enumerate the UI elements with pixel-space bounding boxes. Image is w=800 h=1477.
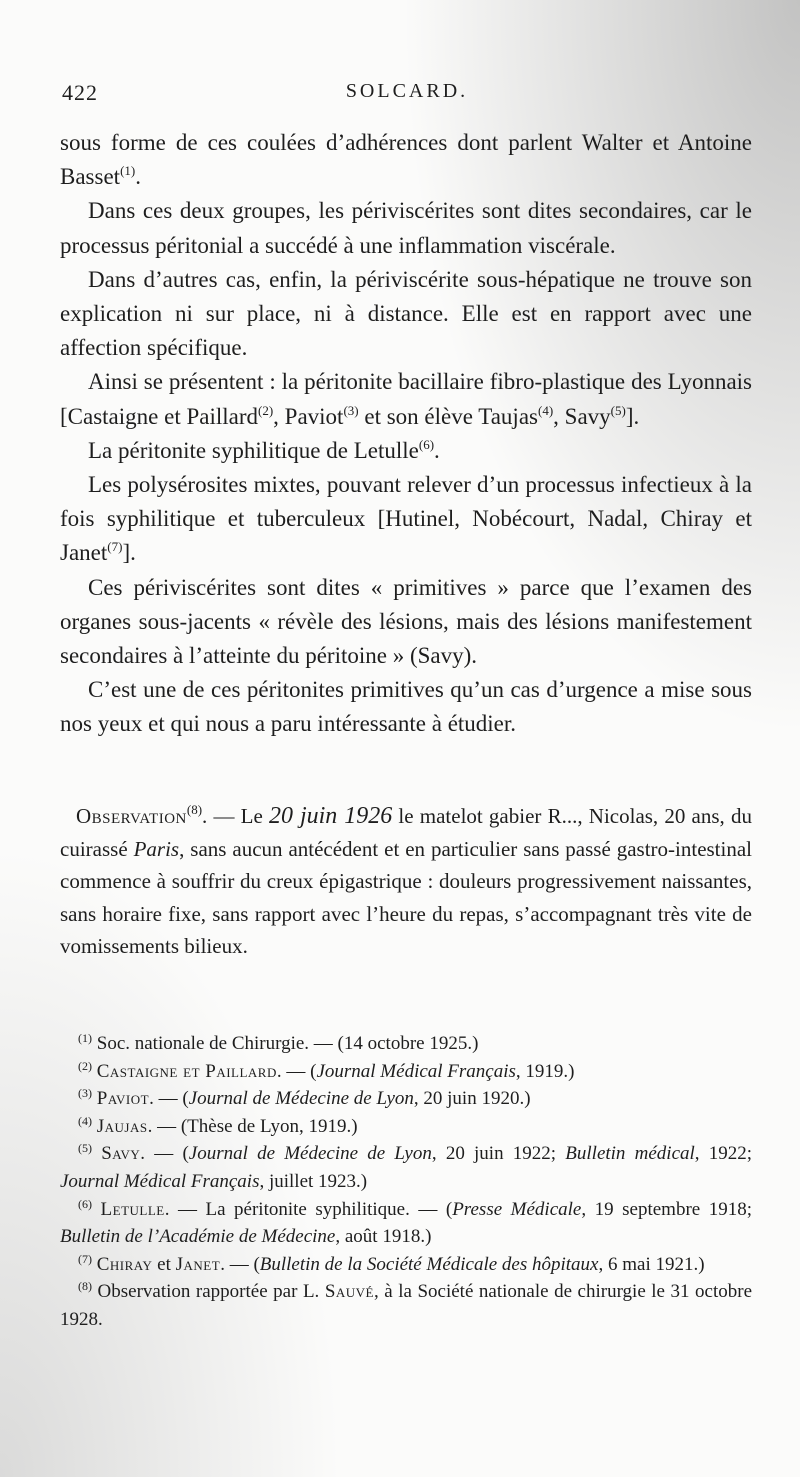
footnote-ref-3: (3) bbox=[343, 402, 359, 418]
footnote-8: $^{(8)}$ Observation rapportée par L. Sauvé, à la Société nationale de chirurgie le 31 octobre 1928. bbox=[60, 1279, 753, 1330]
ship-name: Paris bbox=[133, 836, 180, 861]
observation-block bbox=[60, 800, 752, 963]
footnote-7: $^{(7)}$ Chiray et Janet. — (Bulletin de la Société Médicale des hôpitaux, 6 mai 1921.) bbox=[78, 1251, 705, 1275]
paragraph-4: Ainsi se présentent : la péritonite bacillaire fibro-plastique des Lyonnais [Castaigne et Paillard$^{(2)}$, Paviot$^{(3)}$ et son élève Taujas$^{(4)}$, Savy$^{(5)}$]. bbox=[60, 369, 752, 429]
footnotes bbox=[60, 1030, 752, 1334]
paragraph-2: Dans ces deux groupes, les périviscérites sont dites secondaires, car le processus péritonial a succédé à une inflammation viscérale. bbox=[60, 198, 752, 258]
footnote-6: $^{(6)}$ Letulle. — La péritonite syphilitique. — (Presse Médicale, 19 septembre 1918; Bulletin de l’Académie de Médecine, août 1918.) bbox=[60, 1196, 753, 1248]
paragraph-7: Ces périviscérites sont dites « primitives » parce que l’examen des organes sous-jacents « révèle des lésions, mais des lésions manifestement secondaires à l’atteinte du péritoine » (Savy). bbox=[60, 574, 752, 669]
paragraph-1: sous forme de ces coulées d’adhérences dont parlent Walter et Antoine Basset$^{(1)}$. bbox=[60, 130, 752, 190]
paragraph-8: C’est une de ces péritonites primitives qu’un cas d’urgence a mise sous nos yeux et qui nous a paru intéressante à étudier. bbox=[60, 677, 752, 737]
footnote-ref-5: (5) bbox=[610, 402, 626, 418]
footnote-ref-6: (6) bbox=[418, 436, 435, 452]
footnote-3: $^{(3)}$ Paviot. — (Journal de Médecine de Lyon, 20 juin 1920.) bbox=[78, 1086, 531, 1110]
observation-date: 20 juin 1926 bbox=[269, 803, 393, 829]
running-title: SOLCARD. bbox=[345, 80, 469, 102]
main-text bbox=[60, 126, 752, 742]
footnote-ref-1: (1) bbox=[120, 163, 136, 179]
observation-label: Observation bbox=[76, 804, 187, 828]
footnote-ref-7: (7) bbox=[107, 539, 123, 555]
footnote-1: $^{(1)}$ Soc. nationale de Chirurgie. — (14 octobre 1925.) bbox=[78, 1031, 479, 1054]
footnote-5: $^{(5)}$ Savy. — (Journal de Médecine de Lyon, 20 juin 1922; Bulletin médical, 1922; Journal Médical Français, juillet 1923.) bbox=[60, 1141, 753, 1192]
page-number: 422 bbox=[62, 80, 98, 105]
footnote-4: $^{(4)}$ Jaujas. — (Thèse de Lyon, 1919.) bbox=[78, 1113, 358, 1137]
paragraph-5: La péritonite syphilitique de Letulle$^{(6)}$. bbox=[88, 436, 440, 463]
footnote-2: $^{(2)}$ Castaigne et Paillard. — (Journal Médical Français, 1919.) bbox=[78, 1058, 575, 1082]
footnote-ref-4: (4) bbox=[537, 402, 554, 418]
paragraph-3: Dans d’autres cas, enfin, la périviscérite sous-hépatique ne trouve son explication ni sur place, ni à distance. Elle est en rapport avec une affection spécifique. bbox=[60, 266, 752, 361]
running-head bbox=[62, 80, 752, 110]
observation-paragraph: Observation$^{(8)}$. — Le 20 juin 1926 le matelot gabier R..., Nicolas, 20 ans, du cuirassé Paris, sans aucun antécédent et en particulier sans passé gastro-intestinal commence à souffrir du creux épigastrique : douleurs progressivement naissantes, sans horaire fixe, sans rapport avec l’heure du repas, s’accompagnant très vite de vomissements bilieux. bbox=[60, 802, 753, 958]
paragraph-6: Les polysérosites mixtes, pouvant relever d’un processus infectieux à la fois syphilitique et tuberculeux [Hutinel, Nobécourt, Nadal, Chiray et Janet$^{(7)}$]. bbox=[60, 472, 752, 566]
footnote-ref-8: (8) bbox=[186, 802, 203, 817]
footnote-ref-2: (2) bbox=[258, 402, 274, 418]
